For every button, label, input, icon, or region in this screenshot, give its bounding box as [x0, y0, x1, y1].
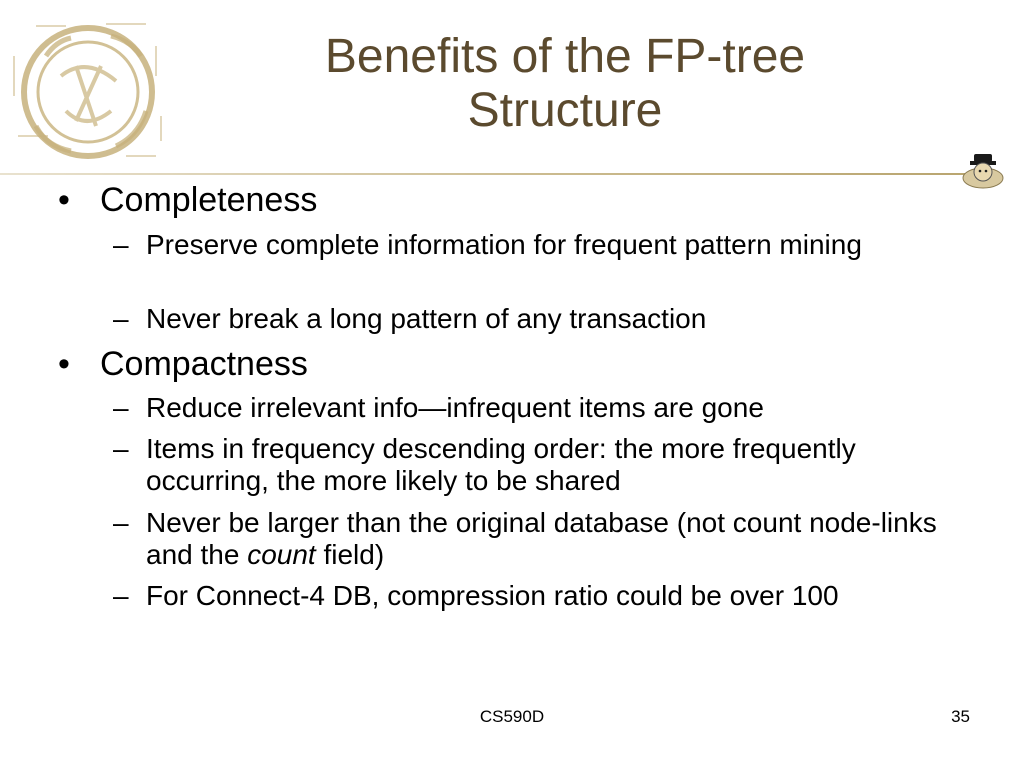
sub-bullet-text: Never break a long pattern of any transaction [146, 303, 707, 334]
count-field-emphasis: count [247, 539, 316, 570]
footer-page-number: 35 [951, 707, 970, 726]
sub-bullet-text [146, 507, 976, 571]
sub-bullet-text: For Connect-4 DB, compression ratio could be over 100 [146, 580, 839, 611]
slide-title [240, 30, 890, 138]
footer-course: CS590D [479, 707, 545, 726]
dash-mark: – [113, 392, 129, 423]
bullet-mark: • [58, 345, 70, 383]
sub-bullet-text-pre: Never be larger than the original database (not count node-links and the [146, 507, 937, 570]
bullet-label: Compactness [100, 345, 308, 383]
bullet-mark: • [58, 181, 70, 219]
dash-mark: – [113, 580, 129, 611]
title-divider-rule [0, 173, 990, 175]
sub-bullet-text: Reduce irrelevant info—infrequent items are gone [146, 392, 764, 423]
dash-mark: – [113, 229, 129, 260]
sub-bullet-text-post: field) [315, 539, 385, 570]
sub-bullet-text: Preserve complete information for frequent pattern mining [146, 229, 862, 260]
university-seal-logo [6, 16, 170, 166]
dash-mark: – [113, 433, 129, 464]
sub-bullet-text: Items in frequency descending order: the more frequently occurring, the more likely to be shared [146, 433, 856, 496]
bullet-label: Completeness [100, 181, 318, 219]
dash-mark: – [113, 303, 129, 334]
slide-title-line-2: Structure [467, 84, 663, 137]
purdue-pete-icon [960, 148, 1006, 192]
dash-mark: – [113, 507, 129, 538]
slide-title-line-1: Benefits of the FP-tree [324, 30, 806, 83]
